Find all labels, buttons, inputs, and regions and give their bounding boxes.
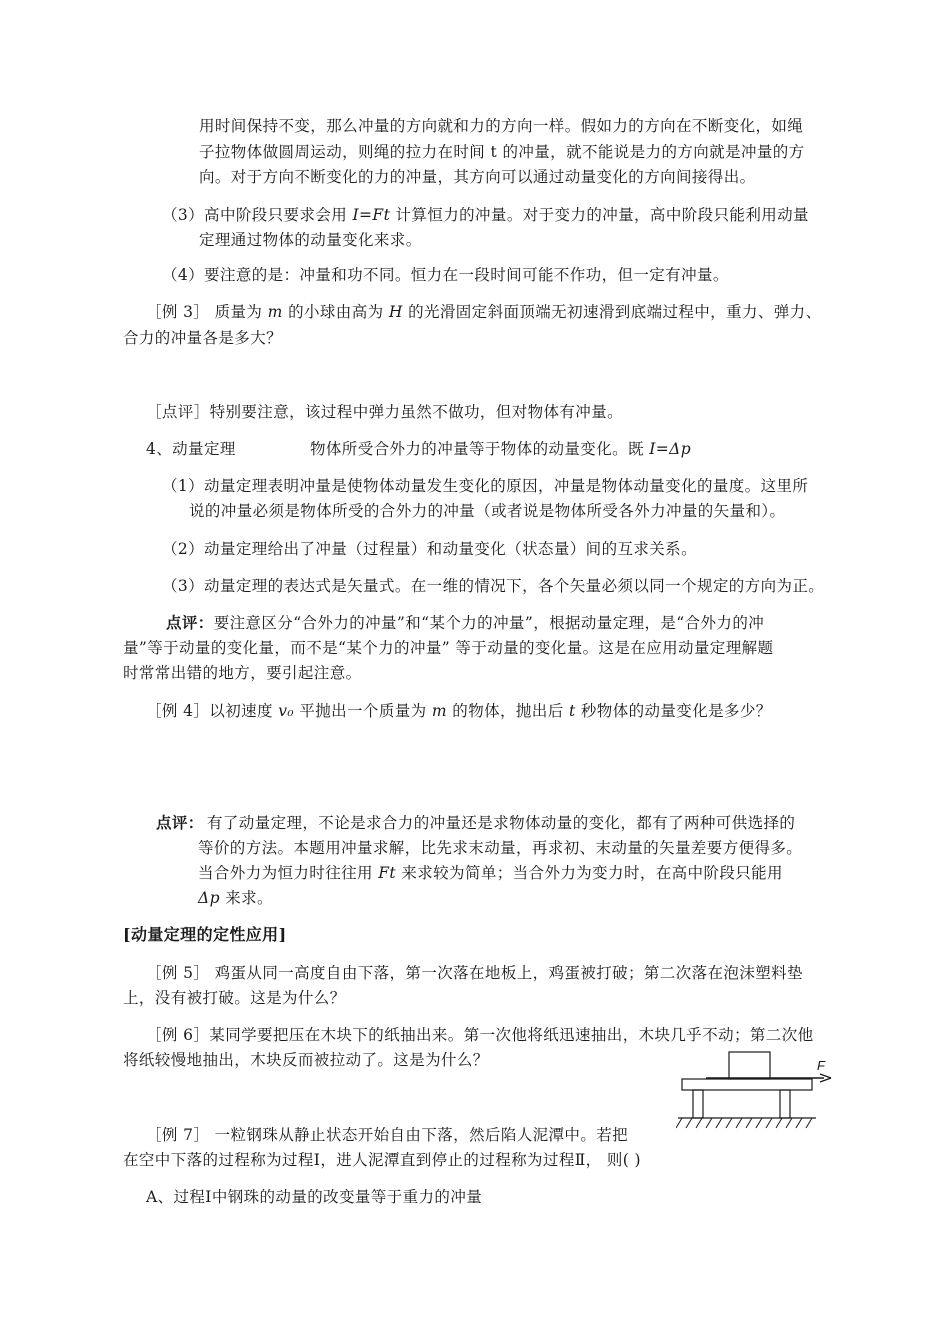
theorem-item-3: （3）动量定理的表达式是矢量式。在一维的情况下，各个矢量必须以同一个规定的方向为正。 [162, 577, 825, 595]
table-leg-right [780, 1090, 790, 1118]
section-heading: [动量定理的定性应用] [123, 925, 287, 944]
theorem-text: 物体所受合外力的冲量等于物体的动量变化。既 I=Δp [310, 440, 692, 458]
example-7-line-2: 在空中下落的过程称为过程Ⅰ，进人泥潭直到停止的过程称为过程Ⅱ， 则( ) [123, 1151, 642, 1169]
item-3-line-2: 定理通过物体的动量变化来求。 [199, 231, 422, 249]
note-2-line-3: 当合外力为恒力时往往用 Ft 来求较为简单；当合外力为变力时，在高中阶段只能用 [198, 864, 783, 882]
ground-hatching [676, 1118, 812, 1128]
formula: I=Ft [352, 206, 391, 224]
theorem-label: 4、动量定理 [146, 440, 236, 458]
note-2-line-4: Δp 来求。 [198, 889, 273, 907]
note-2-line-1: 有了动量定理，不论是求合力的冲量还是求物体动量的变化，都有了两种可供选择的 [207, 814, 796, 832]
note-1-line-2: 量”等于动量的变化量，而不是“某个力的冲量” 等于动量的变化量。这是在应用动量定理解题 [123, 639, 774, 657]
note-label: 点评： [166, 613, 214, 632]
table-top [682, 1079, 812, 1090]
note-1-line-1: 点评：要注意区分“合外力的冲量”和“某个力的冲量”，根据动量定理，是“合外力的冲 [166, 613, 765, 632]
example-5-line-1: ［例 5］ 鸡蛋从同一高度自由下落，第一次落在地板上，鸡蛋被打破；第二次落在泡沫塑料垫 [146, 964, 803, 982]
table-leg-left [693, 1090, 703, 1118]
example-3-line-2: 合力的冲量各是多大？ [123, 329, 283, 347]
item-4: （4）要注意的是：冲量和功不同。恒力在一段时间可能不作功，但一定有冲量。 [162, 266, 729, 284]
paragraph-line: 向。对于方向不断变化的力的冲量，其方向可以通过动量变化的方向间接得出。 [199, 168, 756, 186]
option-a: A、过程Ⅰ中钢珠的动量的改变量等于重力的冲量 [146, 1188, 483, 1206]
block-paper-figure [676, 1048, 841, 1130]
example-6-line-2: 将纸较慢地抽出，木块反而被拉动了。这是为什么？ [123, 1051, 489, 1069]
wooden-block [729, 1052, 770, 1079]
example-3-line-1: ［例 3］ 质量为 m 的小球由高为 H 的光滑固定斜面顶端无初速滑到底端过程中，重力、弹力、 [146, 303, 822, 321]
note-1-line-3: 时常常出错的地方，要引起注意。 [123, 664, 362, 682]
example-7-line-1: ［例 7］ 一粒钢珠从静止状态开始自由下落，然后陷人泥潭中。若把 [146, 1126, 629, 1144]
formula: I=Δp [649, 440, 692, 458]
paragraph-line: 子拉物体做圆周运动，则绳的拉力在时间 t 的冲量，就不能说是力的方向就是冲量的方 [199, 143, 805, 161]
theorem-item-1-line-1: （1）动量定理表明冲量是使物体动量发生变化的原因，冲量是物体动量变化的量度。这里所 [162, 477, 809, 495]
theorem-item-2: （2）动量定理给出了冲量（过程量）和动量变化（状态量）间的互求关系。 [162, 540, 697, 558]
force-label: F [817, 1058, 825, 1073]
example-6-line-1: ［例 6］某同学要把压在木块下的纸抽出来。第一次他将纸迅速抽出，木块几乎不动；第二次他 [146, 1026, 814, 1044]
note-2-label: 点评： [156, 813, 204, 832]
example-5-line-2: 上，没有被打破。这是为什么？ [123, 989, 346, 1007]
example-4: ［例 4］以初速度 v₀ 平抛出一个质量为 m 的物体，抛出后 t 秒物体的动量变化是多少？ [146, 702, 772, 720]
note-2-line-2: 等价的方法。本题用冲量求解，比先求末动量，再求初、末动量的矢量差要方便得多。 [198, 839, 803, 857]
item-3-line-1: （3）高中阶段只要求会用 I=Ft 计算恒力的冲量。对于变力的冲量，高中阶段只能利用动量 [162, 206, 809, 224]
theorem-item-1-line-2: 说的冲量必须是物体所受的合外力的冲量（或者说是物体所受各外力冲量的矢量和）。 [189, 502, 786, 520]
comment-3: ［点评］特别要注意，该过程中弹力虽然不做功，但对物体有冲量。 [146, 403, 624, 421]
paragraph-line: 用时间保持不变，那么冲量的方向就和力的方向一样。假如力的方向在不断变化，如绳 [199, 117, 804, 135]
